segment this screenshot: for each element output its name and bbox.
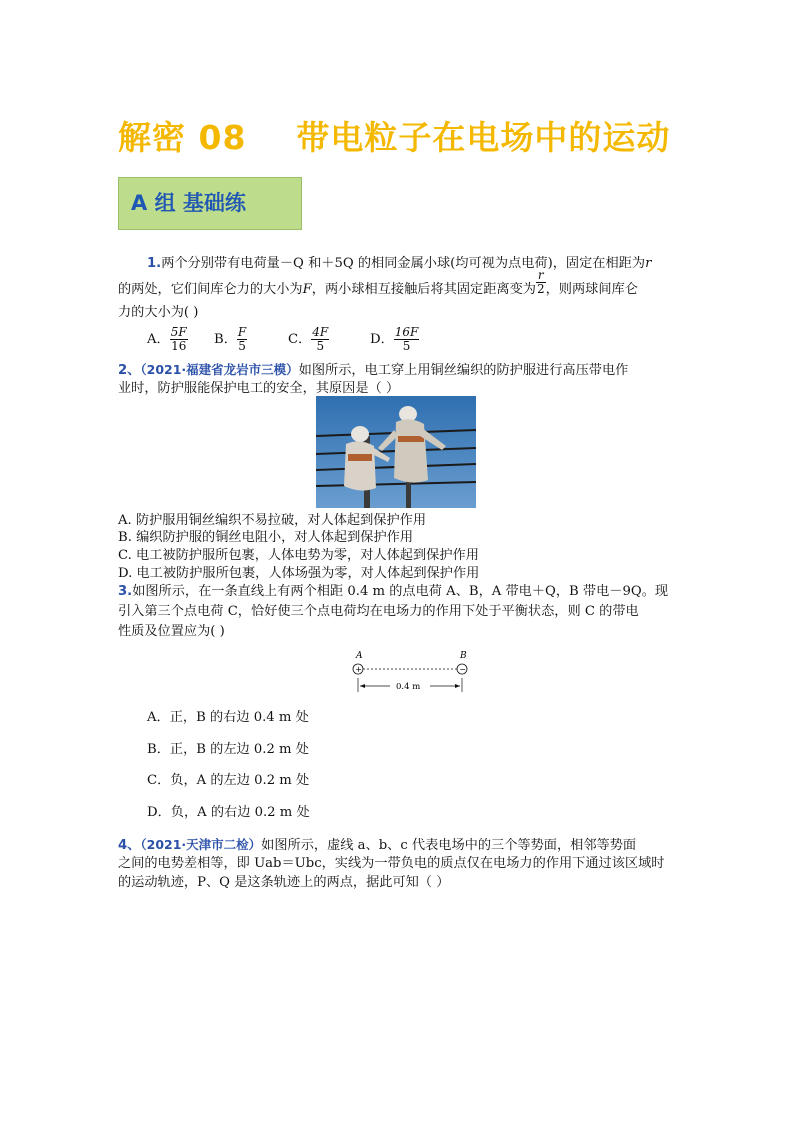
q3-option-b[interactable]: B．正，B 的左边 0.2 m 处 bbox=[147, 742, 309, 757]
q3-option-d[interactable]: D．负，A 的右边 0.2 m 处 bbox=[147, 805, 310, 820]
q2-option-b[interactable]: B. 编织防护服的铜丝电阻小，对人体起到保护作用 bbox=[118, 530, 414, 545]
q1-option-d[interactable]: D． $\frac{16F}{5}$ bbox=[370, 325, 419, 353]
charges-diagram bbox=[348, 650, 472, 698]
q1-option-c[interactable]: C． $\frac{4F}{5}$ bbox=[288, 325, 329, 353]
q4-text-1: 如图所示，虚线 a、b、c 代表电场中的三个等势面，相邻等势面 bbox=[261, 838, 637, 853]
q2-option-d[interactable]: D. 电工被防护服所包裹，人体场强为零，对人体起到保护作用 bbox=[118, 566, 480, 581]
q1-line3: 力的大小为( ) bbox=[118, 305, 199, 320]
charge-a-label: A bbox=[356, 651, 363, 661]
q1-number: 1. bbox=[147, 256, 162, 271]
distance-label: 0.4 m bbox=[396, 682, 421, 692]
charge-b-label: B bbox=[460, 651, 467, 661]
charge-b-sign: − bbox=[459, 665, 467, 674]
q3-option-a[interactable]: A．正，B 的右边 0.4 m 处 bbox=[147, 710, 309, 725]
q4-line2: 之间的电势差相等，即 Uab＝Ubc，实线为一带负电的质点仅在电场力的作用下通过该区域时 bbox=[118, 856, 665, 871]
section-header-label: A 组 基础练 bbox=[131, 191, 246, 215]
q3-number: 3. bbox=[118, 584, 133, 599]
q1-var-F: F bbox=[302, 282, 312, 297]
q1-line2 bbox=[118, 268, 638, 298]
q2-text-1: 如图所示，电工穿上用铜丝编织的防护服进行高压带电作 bbox=[298, 363, 629, 378]
q1-fraction-r-over-2: $\frac{r}{2}$ bbox=[536, 268, 545, 296]
q1-text-2c: ，则两球间库仑 bbox=[545, 282, 638, 297]
page-title: 解密 08 带电粒子在电场中的运动 bbox=[118, 118, 671, 157]
q4-number: 4、 bbox=[118, 838, 141, 853]
q1-option-b[interactable]: B． $\frac{F}{5}$ bbox=[214, 325, 247, 353]
q3-option-c[interactable]: C．负，A 的左边 0.2 m 处 bbox=[147, 773, 310, 788]
q4-source: （2021·天津市二检） bbox=[140, 837, 262, 852]
q4-line1 bbox=[118, 837, 636, 854]
q1-option-a[interactable]: A． $\frac{5F}{16}$ bbox=[147, 325, 187, 353]
q4-line3: 的运动轨迹，P、Q 是这条轨迹上的两点，据此可知（ ） bbox=[118, 875, 450, 890]
q1-text-1: 两个分别带有电荷量－Q 和＋5Q 的相同金属小球(均可视为点电荷)，固定在相距为 bbox=[161, 256, 646, 271]
q3-text-1: 如图所示，在一条直线上有两个相距 0.4 m 的点电荷 A、B，A 带电＋Q，B 带电－9Q。现 bbox=[132, 584, 669, 599]
q1-text-2b: ，两小球相互接触后将其固定距离变为 bbox=[311, 282, 536, 297]
q3-line1 bbox=[118, 584, 668, 600]
q1-line1 bbox=[147, 256, 651, 272]
q2-line2: 业时，防护服能保护电工的安全，其原因是（ ） bbox=[118, 381, 400, 396]
q3-line2: 引入第三个点电荷 C，恰好使三个点电荷均在电场力的作用下处于平衡状态，则 C 的带电 bbox=[118, 604, 639, 619]
q2-option-a[interactable]: A. 防护服用铜丝编织不易拉破，对人体起到保护作用 bbox=[118, 513, 427, 528]
q2-line1 bbox=[118, 362, 628, 379]
q2-source: （2021·福建省龙岩市三模） bbox=[140, 362, 299, 377]
electrician-photo bbox=[316, 396, 476, 508]
q2-number: 2、 bbox=[118, 363, 141, 378]
q3-line3: 性质及位置应为( ) bbox=[118, 624, 225, 639]
q1-text-2a: 的两处，它们间库仑力的大小为 bbox=[118, 282, 303, 297]
q2-option-c[interactable]: C. 电工被防护服所包裹，人体电势为零，对人体起到保护作用 bbox=[118, 548, 479, 563]
charge-a-sign: + bbox=[355, 665, 363, 674]
q1-var-r: r bbox=[645, 256, 652, 271]
